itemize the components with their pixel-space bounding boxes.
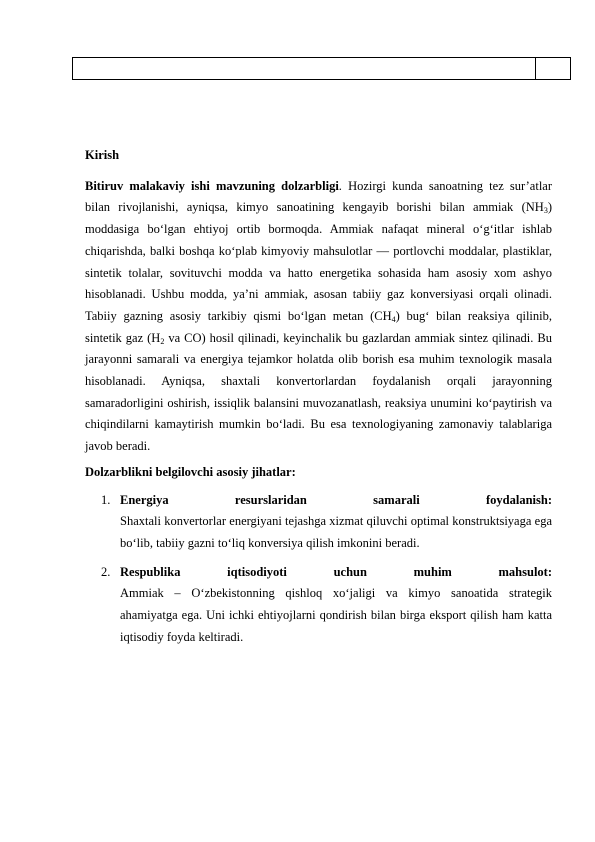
title-word: uchun [333,564,367,579]
intro-text-2: ) moddasiga bo‘lgan ehtiyoj ortib bormoqda. Ammiak nafaqat mineral o‘g‘itlar ishlab chiqarishda, balki boshqa ko‘plab kimyoviy mahsulotlar — portlovchi moddalar, plastiklar, sintetik tolalar, sovituvchi modda va hatto energetika sohasida ham asosiy xom ashyo hisoblanadi. Ushbu modda, ya’ni ammiak, asosan tabiiy gaz konversiyasi orqali olinadi. Tabiiy gazning asosiy tarkibiy qismi bo‘lgan metan (CH [85,200,552,323]
title-word: muhim [413,564,452,579]
subscript-nh3: 3 [543,206,548,216]
document-body [85,145,552,655]
title-word: iqtisodiyoti [227,564,287,579]
intro-text-4: va CO) hosil qilinadi, keyinchalik bu gazlardan ammiak sintez qilinadi. Bu jarayonni samarali va energiya tejamkor holatda olib borish esa muhim texnologik masala hisoblanadi. Ayniqsa, shaxtali konvertorlardan foydalanish orqali jarayonning samaradorligini oshirish, issiqlik balansini muvozanatlash, reaksiya unumini ko‘paytirish va chiqindilarni kamaytirish mumkin bo‘ladi. Bu esa texnologiyaning zamonaviy talablariga javob beradi. [85,330,552,454]
list-item-body: Ammiak – O‘zbekistonning qishloq xo‘jaligi va kimyo sanoatida strategik ahamiyatga ega. Uni ichki ehtiyojlarni qondirish bilan birga eksport qilish ham katta iqtisodiy foyda keltiradi. [120,586,552,644]
list-item-title [120,490,552,512]
subscript-h2: 2 [160,336,165,346]
list-item-number: 1. [101,492,111,507]
list-item-body: Shaxtali konvertorlar energiyani tejashga xizmat qiluvchi optimal konstruktsiyaga ega bo‘lib, tabiiy gazni to‘liq konversiya qilish imkonini beradi. [120,514,552,550]
intro-text-1: . Hozirgi kunda sanoatning tez sur’atlar bilan rivojlanishi, ayniqsa, kimyo sanoatining kengayib borishi bilan ammiak (NH [85,178,552,215]
page-header-table [72,57,571,80]
title-word: resurslaridan [234,492,307,507]
intro-text-3: ) bug‘ bilan reaksiya qilinib, sintetik gaz (H [85,308,552,345]
intro-lead-bold: Bitiruv malakaviy ishi mavzuning dolzarbligi [85,178,339,193]
title-word: Energiya [120,492,169,507]
list-item [85,490,552,555]
list-item-title [120,562,552,584]
list-item [85,562,552,649]
header-cell-divider [535,58,536,79]
subscript-ch4: 4 [391,314,396,324]
title-word: Respublika [120,564,181,579]
title-word: foydalanish: [485,492,552,507]
aspects-list [85,490,552,649]
aspects-subheading: Dolzarblikni belgilovchi asosiy jihatlar: [85,464,296,479]
section-title: Kirish [85,148,120,162]
title-word: mahsulot: [498,564,552,579]
intro-paragraph [85,176,552,458]
list-item-number: 2. [101,564,111,579]
title-word: samarali [373,492,420,507]
